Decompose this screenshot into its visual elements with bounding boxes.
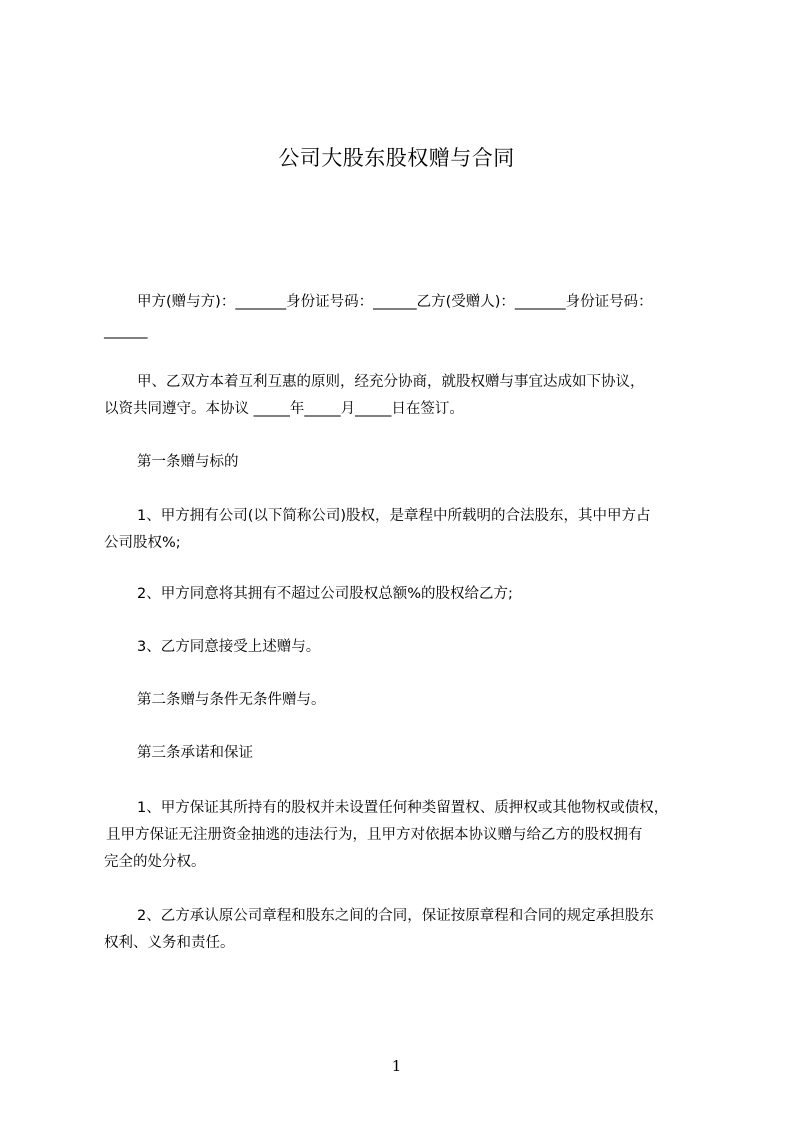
article-3-item-2-line-1: 2、乙方承认原公司章程和股东之间的合同，保证按原章程和合同的规定承担股东 <box>137 908 654 924</box>
page-number: 1 <box>391 1057 402 1075</box>
article-3-heading: 第三条承诺和保证 <box>137 745 253 761</box>
article-3-item-1-line-3: 完全的处分权。 <box>104 854 206 870</box>
parties-line-1: 甲方(赠与方)：_______身份证号码：______乙方(受赠人)：_______身份证号码： <box>137 294 653 310</box>
article-2-heading: 第二条赠与条件无条件赠与。 <box>137 692 326 708</box>
article-1-item-1-line-1: 1、甲方拥有公司(以下简称公司)股权，是章程中所载明的合法股东，其中甲方占 <box>137 508 651 524</box>
article-1-item-1-line-2: 公司股权%; <box>104 535 181 551</box>
article-3-item-1-line-1: 1、甲方保证其所持有的股权并未设置任何种类留置权、质押权或其他物权或债权， <box>137 800 669 816</box>
article-3-item-2-line-2: 权利、义务和责任。 <box>104 935 235 951</box>
preamble-line-2: 以资共同遵守。本协议 _____年_____月_____日在签订。 <box>104 401 464 417</box>
article-1-item-2: 2、甲方同意将其拥有不超过公司股权总额%的股权给乙方; <box>137 586 513 602</box>
article-1-heading: 第一条赠与标的 <box>137 454 239 470</box>
parties-line-2: ______ <box>104 323 148 339</box>
preamble-line-1: 甲、乙双方本着互利互惠的原则，经充分协商，就股权赠与事宜达成如下协议， <box>137 374 645 390</box>
article-1-item-3: 3、乙方同意接受上述赠与。 <box>137 639 321 655</box>
page-title: 公司大股东股权赠与合同 <box>278 146 515 170</box>
article-3-item-1-line-2: 且甲方保证无注册资金抽逃的违法行为，且甲方对依据本协议赠与给乙方的股权拥有 <box>106 827 643 843</box>
